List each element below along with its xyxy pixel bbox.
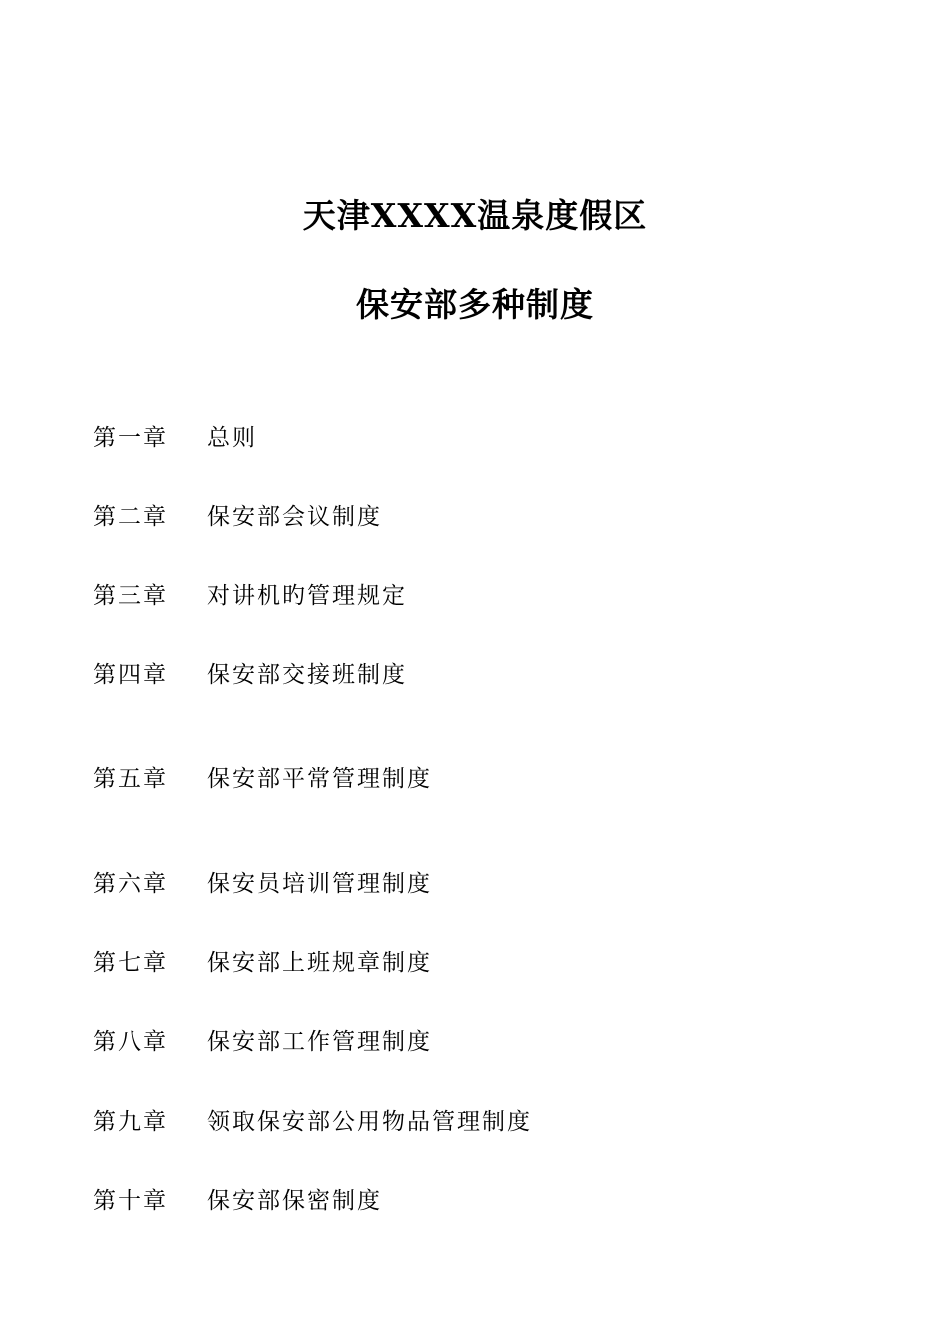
chapter-title: 对讲机旳管理规定 [207,583,407,609]
chapter-title: 保安部保密制度 [207,1188,382,1214]
toc-item [93,1024,432,1060]
toc-item [93,1183,382,1219]
toc-item [93,420,257,456]
chapter-number: 第二章 [93,504,168,530]
document-title: 天津XXXX温泉度假区 [302,196,648,235]
toc-item [93,499,382,535]
chapter-number: 第三章 [93,583,168,609]
toc-item [93,866,432,902]
toc-item [93,945,432,981]
document-subtitle: 保安部多种制度 [356,285,594,324]
chapter-number: 第十章 [93,1188,168,1214]
chapter-title: 保安部交接班制度 [207,662,407,688]
chapter-number: 第八章 [93,1029,168,1055]
chapter-title: 保安部平常管理制度 [207,766,432,792]
toc-item [93,657,407,693]
chapter-title: 保安部上班规章制度 [207,950,432,976]
toc-item [93,1104,532,1140]
chapter-title: 保安员培训管理制度 [207,871,432,897]
chapter-title: 领取保安部公用物品管理制度 [207,1109,532,1135]
chapter-number: 第七章 [93,950,168,976]
chapter-title: 保安部工作管理制度 [207,1029,432,1055]
chapter-title: 总则 [207,425,257,451]
toc-item [93,578,407,614]
chapter-title: 保安部会议制度 [207,504,382,530]
chapter-number: 第六章 [93,871,168,897]
chapter-number: 第五章 [93,766,168,792]
chapter-number: 第四章 [93,662,168,688]
toc-item [93,761,432,797]
chapter-number: 第一章 [93,425,168,451]
chapter-number: 第九章 [93,1109,168,1135]
